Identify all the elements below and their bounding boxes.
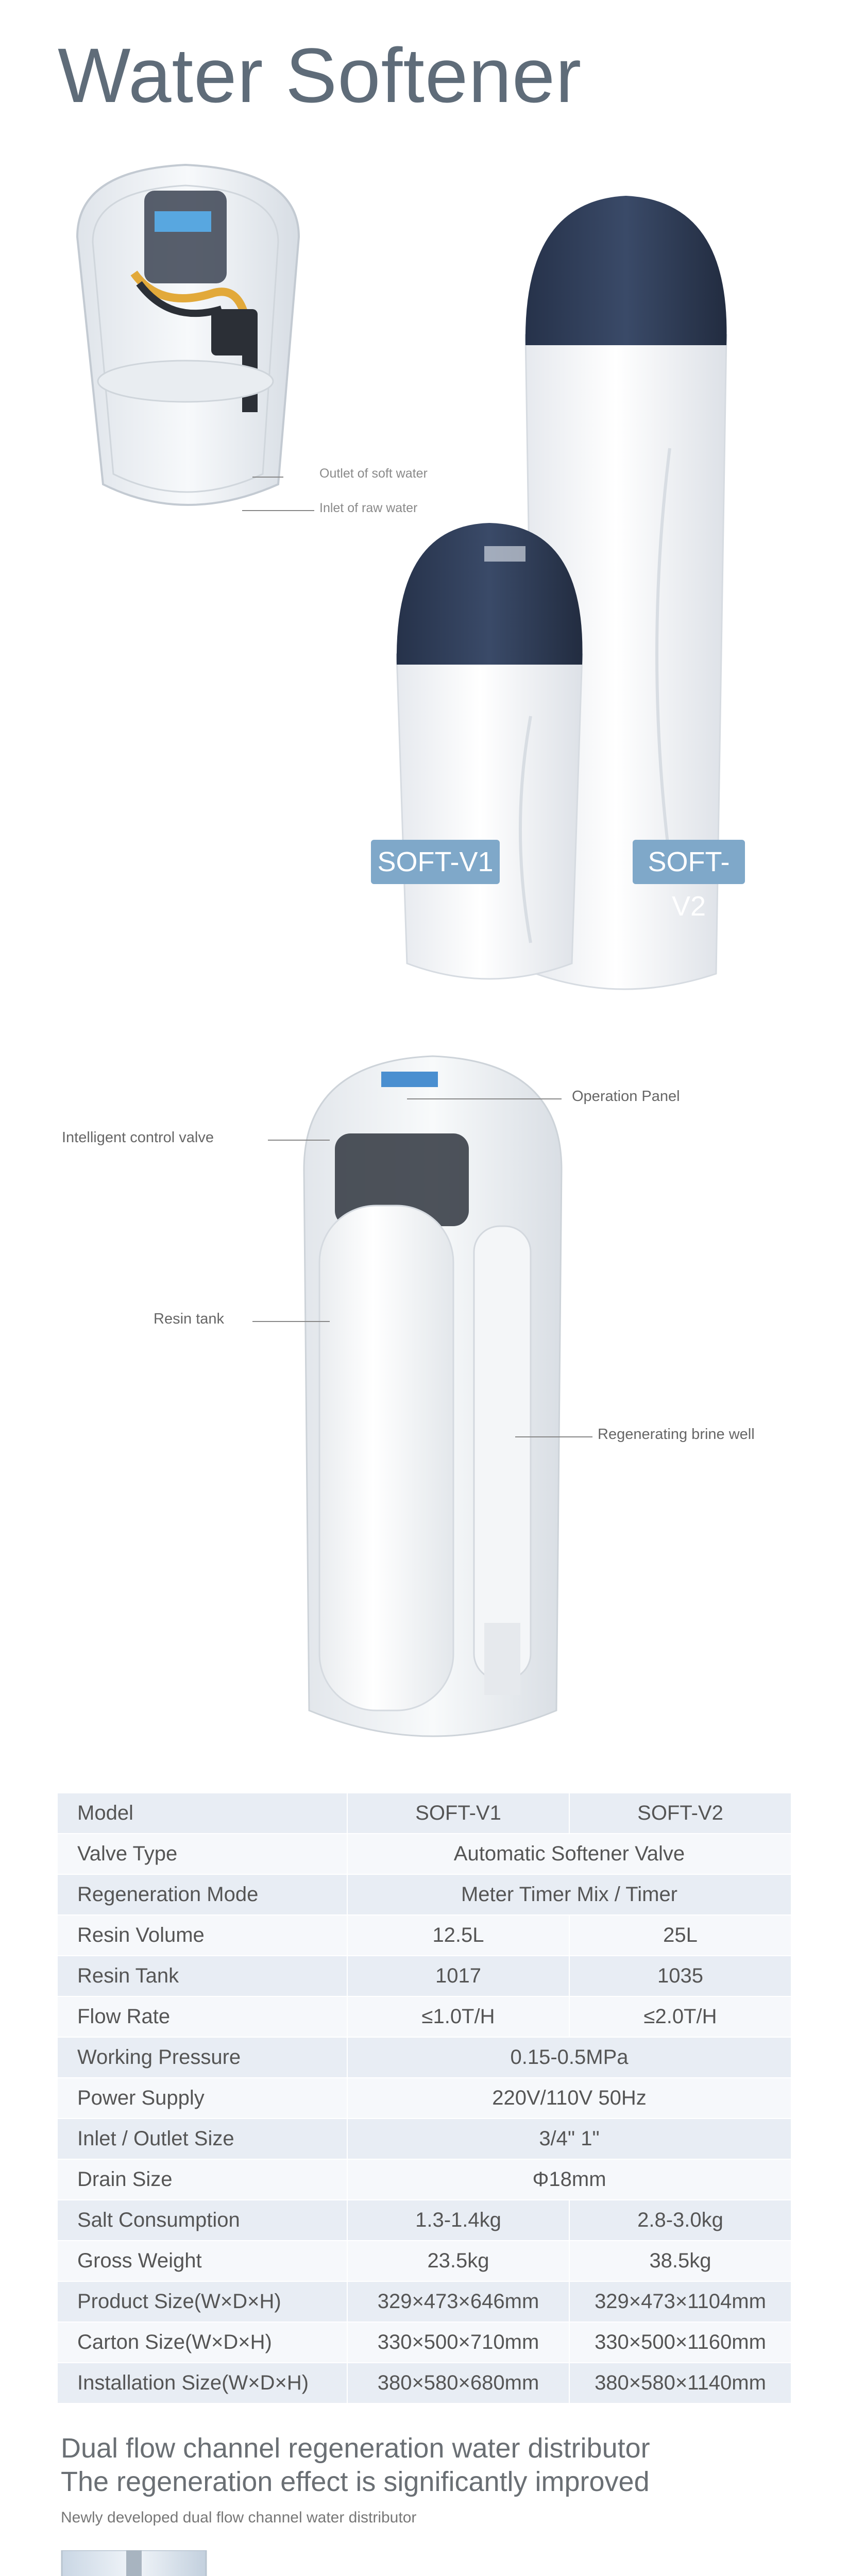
table-row: [57, 1996, 791, 2037]
soft-v2-badge: SOFT-V2: [633, 840, 745, 884]
row-value-v2: ≤2.0T/H: [569, 1996, 791, 2037]
row-value-v1: 1017: [347, 1956, 569, 1996]
spec-table: [57, 1792, 792, 2404]
anatomy-unit-image: [289, 1051, 577, 1762]
row-value: 220V/110V 50Hz: [347, 2078, 791, 2119]
row-value: Φ18mm: [347, 2159, 791, 2200]
dual-flow-title-line2: The regeneration effect is significantly improved: [61, 2466, 650, 2497]
row-value-v2: 2.8-3.0kg: [569, 2200, 791, 2241]
table-row: [57, 2281, 791, 2322]
row-value-v1: 330×500×710mm: [347, 2322, 569, 2363]
table-row: [57, 2159, 791, 2200]
table-row: [57, 2119, 791, 2159]
resin-tank-label: Resin tank: [154, 1311, 225, 1327]
table-header-row: [57, 1793, 791, 1834]
inlet-label: Inlet of raw water: [319, 501, 418, 515]
row-value-v2: 1035: [569, 1956, 791, 1996]
cutaway-unit-image: [57, 155, 335, 546]
row-value-v1: 380×580×680mm: [347, 2363, 569, 2403]
control-valve-leader: [268, 1140, 330, 1141]
table-row: [57, 2241, 791, 2281]
row-label: Salt Consumption: [57, 2200, 347, 2241]
row-value-v1: 12.5L: [347, 1915, 569, 1956]
operation-panel-leader: [407, 1098, 562, 1099]
table-row: [57, 2037, 791, 2078]
page-title: Water Softener: [58, 32, 582, 118]
row-label: Carton Size(W×D×H): [57, 2322, 347, 2363]
table-row: [57, 1834, 791, 1874]
table-header-cell: Model: [57, 1793, 347, 1834]
row-label: Product Size(W×D×H): [57, 2281, 347, 2322]
row-value: 3/4" 1": [347, 2119, 791, 2159]
brine-well-label: Regenerating brine well: [598, 1426, 755, 1443]
row-label: Inlet / Outlet Size: [57, 2119, 347, 2159]
row-value-v2: 330×500×1160mm: [569, 2322, 791, 2363]
row-value: Automatic Softener Valve: [347, 1834, 791, 1874]
row-value-v1: ≤1.0T/H: [347, 1996, 569, 2037]
operation-panel-label: Operation Panel: [572, 1088, 680, 1105]
soft-v1-unit-image: [392, 520, 587, 994]
table-row: [57, 2363, 791, 2403]
row-value-v2: 380×580×1140mm: [569, 2363, 791, 2403]
row-value-v1: 329×473×646mm: [347, 2281, 569, 2322]
table-row: [57, 2078, 791, 2119]
row-label: Flow Rate: [57, 1996, 347, 2037]
row-label: Resin Tank: [57, 1956, 347, 1996]
row-value-v2: 25L: [569, 1915, 791, 1956]
table-header-cell: SOFT-V1: [347, 1793, 569, 1834]
row-label: Gross Weight: [57, 2241, 347, 2281]
table-row: [57, 2200, 791, 2241]
row-value: Meter Timer Mix / Timer: [347, 1874, 791, 1915]
inlet-leader: [242, 510, 314, 511]
row-label: Regeneration Mode: [57, 1874, 347, 1915]
table-header-cell: SOFT-V2: [569, 1793, 791, 1834]
brine-well-leader: [515, 1436, 592, 1437]
row-value-v2: 329×473×1104mm: [569, 2281, 791, 2322]
resin-tank-leader: [252, 1321, 330, 1322]
table-row: [57, 1874, 791, 1915]
table-row: [57, 1956, 791, 1996]
table-row: [57, 1915, 791, 1956]
row-value: 0.15-0.5MPa: [347, 2037, 791, 2078]
control-valve-label: Intelligent control valve: [62, 1129, 214, 1146]
table-row: [57, 2322, 791, 2363]
outlet-label: Outlet of soft water: [319, 466, 428, 481]
row-value-v1: 23.5kg: [347, 2241, 569, 2281]
dual-flow-title-line1: Dual flow channel regeneration water distributor: [61, 2433, 650, 2464]
outlet-leader: [252, 477, 283, 478]
row-label: Installation Size(W×D×H): [57, 2363, 347, 2403]
dual-flow-distributor-image: [57, 2550, 211, 2576]
row-label: Valve Type: [57, 1834, 347, 1874]
row-label: Resin Volume: [57, 1915, 347, 1956]
row-value-v1: 1.3-1.4kg: [347, 2200, 569, 2241]
soft-v1-badge: SOFT-V1: [371, 840, 500, 884]
row-label: Drain Size: [57, 2159, 347, 2200]
row-value-v2: 38.5kg: [569, 2241, 791, 2281]
row-label: Power Supply: [57, 2078, 347, 2119]
dual-flow-subtitle: Newly developed dual flow channel water distributor: [61, 2509, 417, 2526]
row-label: Working Pressure: [57, 2037, 347, 2078]
